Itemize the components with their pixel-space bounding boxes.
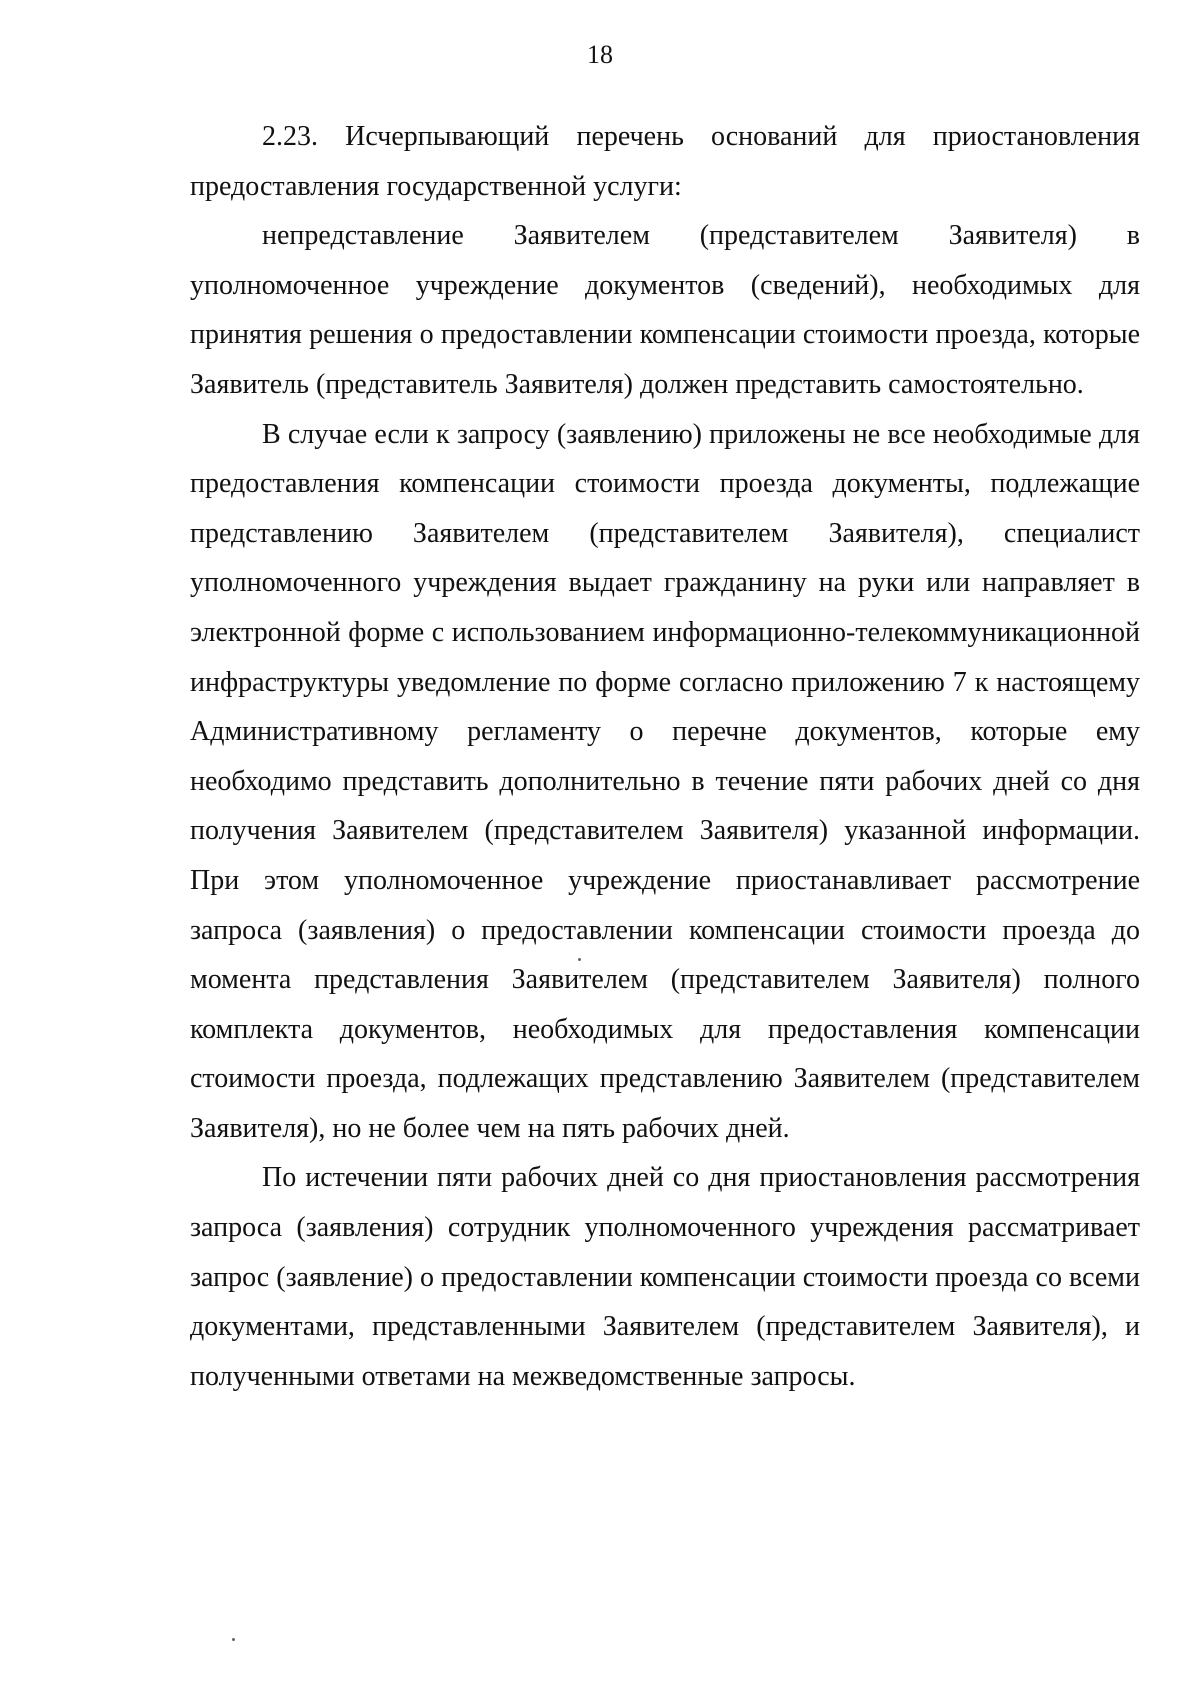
document-body [190, 112, 1140, 1401]
paragraph-grounds: непредставление Заявителем (представителем Заявителя) в уполномоченное учреждение документов (сведений), необходимых для принятия решения о предоставлении компенсации стоимости проезда, которые Заявитель (представитель Заявителя) должен представить самостоятельно. [190, 220, 1140, 400]
scan-speck [232, 1638, 235, 1641]
paragraph-incomplete-documents: В случае если к запросу (заявлению) приложены не все необходимые для предоставления компенсации стоимости проезда документы, подлежащие представлению Заявителем (представителем Заявителя), специалист уполномоченного учреждения выдает гражданину на руки или направляет в электронной форме с использованием информационно-телекоммуникационной инфраструктуры уведомление по форме согласно приложению 7 к настоящему Административному регламенту о перечне документов, которые ему необходимо представить дополнительно в течение пяти рабочих дней со дня получения Заявителем (представителем Заявителя) указанной информации. При этом уполномоченное учреждение приостанавливает рассмотрение запроса (заявления) о предоставлении компенсации стоимости проезда до момента представления Заявителем (представителем Заявителя) полного комплекта документов, необходимых для предоставления компенсации стоимости проезда, подлежащих представлению Заявителем (представителем Заявителя), но не более чем на пять рабочих дней. [190, 418, 1140, 1144]
scan-speck [578, 958, 581, 961]
section-heading-paragraph: 2.23. Исчерпывающий перечень оснований для приостановления предоставления государственной услуги: [190, 121, 1140, 202]
page-number: 18 [587, 40, 613, 69]
paragraph-after-suspension: По истечении пяти рабочих дней со дня приостановления рассмотрения запроса (заявления) сотрудник уполномоченного учреждения рассматривает запрос (заявление) о предоставлении компенсации стоимости проезда со всеми документами, представленными Заявителем (представителем Заявителя), и полученными ответами на межведомственные запросы. [190, 1162, 1140, 1392]
